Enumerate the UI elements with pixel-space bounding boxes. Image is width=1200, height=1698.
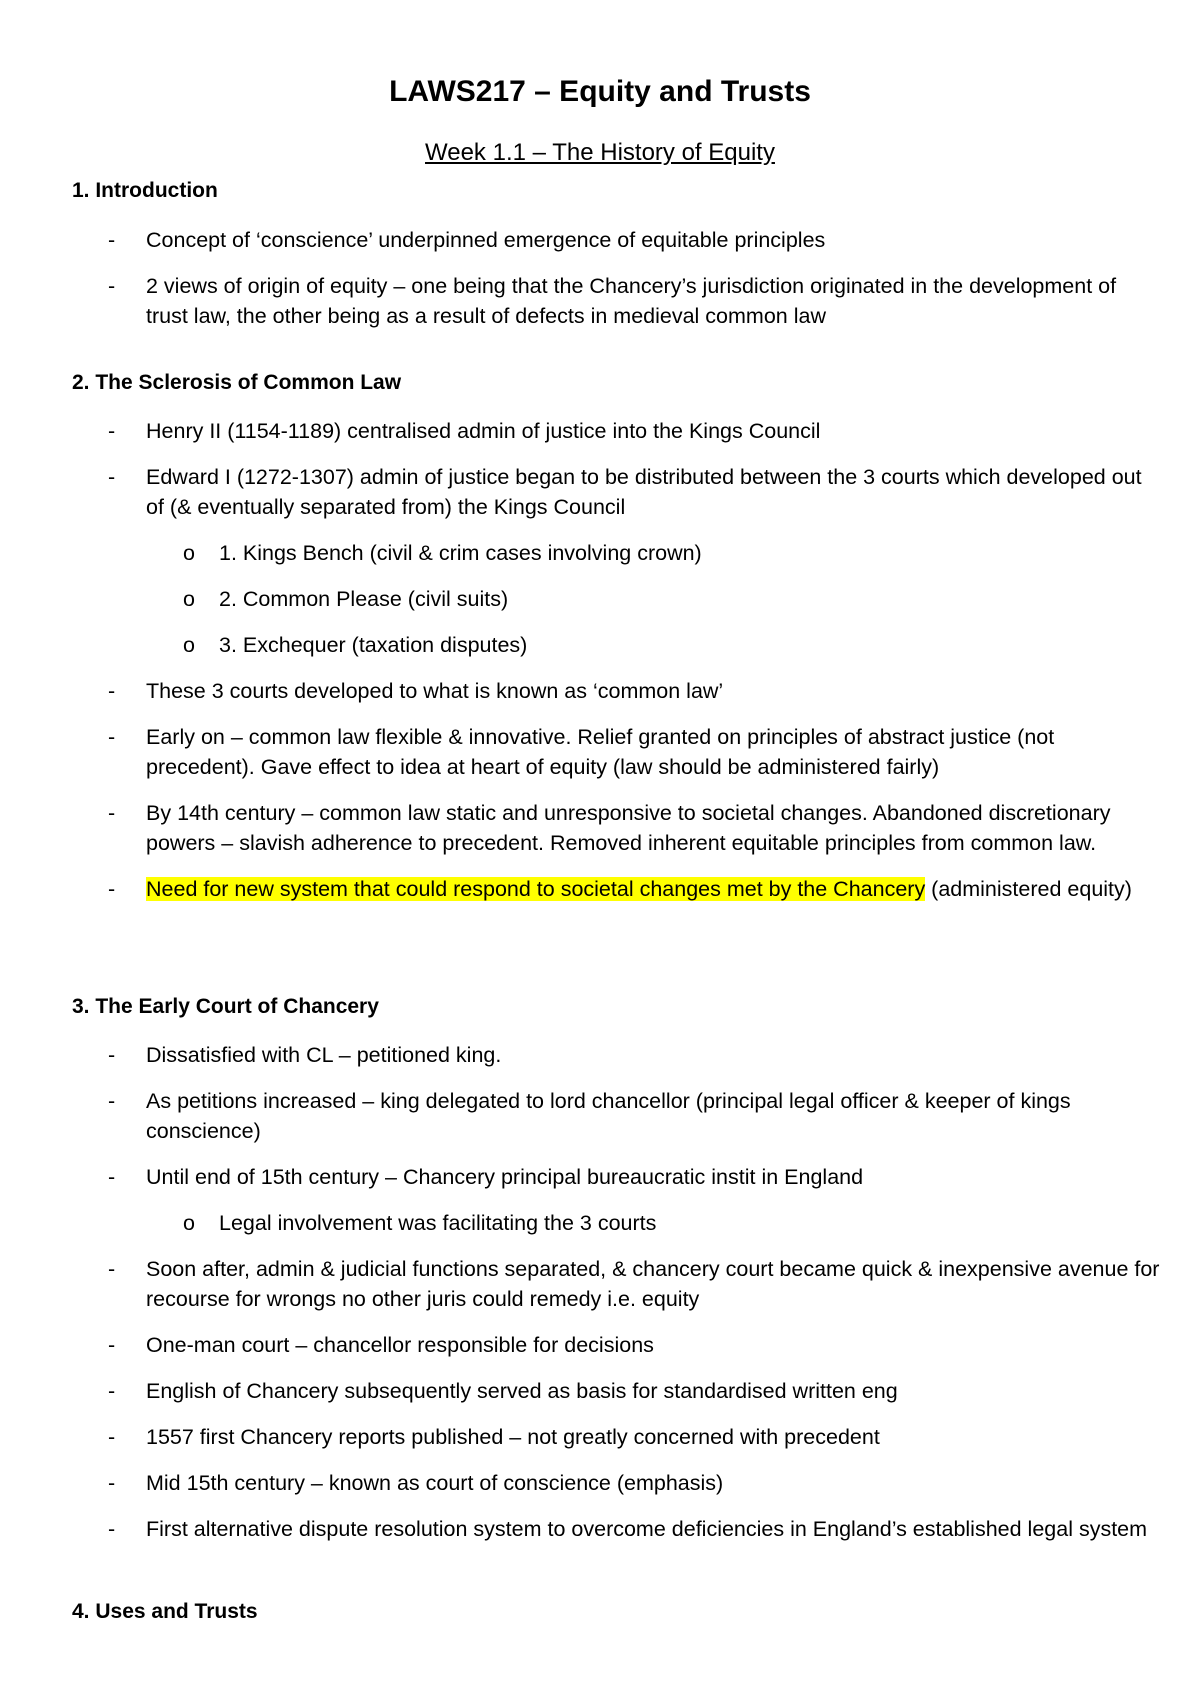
- section-heading-early-court: 3. The Early Court of Chancery: [72, 995, 379, 1018]
- circle-bullet: o: [183, 587, 195, 611]
- dash-bullet: -: [108, 228, 116, 252]
- list-item: - These 3 courts developed to what is known as ‘common law’: [0, 676, 1200, 706]
- dash-bullet: -: [108, 877, 116, 901]
- list-item: - First alternative dispute resolution system to overcome deficiencies in England’s established legal system: [0, 1514, 1200, 1544]
- dash-bullet: -: [108, 725, 116, 749]
- page-title: LAWS217 – Equity and Trusts: [389, 75, 811, 108]
- dash-bullet: -: [108, 419, 116, 443]
- dash-bullet: -: [108, 801, 116, 825]
- section-heading-introduction: 1. Introduction: [72, 179, 218, 202]
- dash-bullet: -: [108, 1517, 116, 1541]
- list-item: - Edward I (1272-1307) admin of justice began to be distributed between the 3 courts which developed out of (& eventually separated from) the Kings Council: [0, 462, 1200, 522]
- dash-bullet: -: [108, 1257, 116, 1281]
- dash-bullet: -: [108, 1333, 116, 1357]
- dash-bullet: -: [108, 1471, 116, 1495]
- list-item: - One-man court – chancellor responsible for decisions: [0, 1330, 1200, 1360]
- dash-bullet: -: [108, 1043, 116, 1067]
- circle-bullet: o: [183, 633, 195, 657]
- section-heading-sclerosis: 2. The Sclerosis of Common Law: [72, 371, 402, 394]
- list-item: - 2 views of origin of equity – one being that the Chancery’s jurisdiction originated in the development of trust law, the other being as a result of defects in medieval common law: [0, 271, 1200, 331]
- section-heading-uses-trusts: 4. Uses and Trusts: [72, 1600, 258, 1623]
- highlighted-text: Need for new system that could respond to societal changes met by the Chancery: [146, 877, 926, 901]
- sub-list-item: o 3. Exchequer (taxation disputes): [0, 630, 1200, 660]
- dash-bullet: -: [108, 274, 116, 298]
- dash-bullet: -: [108, 465, 116, 489]
- sub-list-item: o 1. Kings Bench (civil & crim cases involving crown): [0, 538, 1200, 568]
- sub-list-item: o Legal involvement was facilitating the 3 courts: [0, 1208, 1200, 1238]
- list-item: - Concept of ‘conscience’ underpinned emergence of equitable principles: [0, 225, 1200, 255]
- list-item: - Soon after, admin & judicial functions separated, & chancery court became quick & inexpensive avenue for recourse for wrongs no other juris could remedy i.e. equity: [0, 1254, 1200, 1314]
- dash-bullet: -: [108, 1379, 116, 1403]
- dash-bullet: -: [108, 1165, 116, 1189]
- list-item: - 1557 first Chancery reports published – not greatly concerned with precedent: [0, 1422, 1200, 1452]
- list-item: - Dissatisfied with CL – petitioned king.: [0, 1040, 1200, 1070]
- list-item: - As petitions increased – king delegated to lord chancellor (principal legal officer & keeper of kings conscience): [0, 1086, 1200, 1146]
- dash-bullet: -: [108, 1089, 116, 1113]
- list-item: - Until end of 15th century – Chancery principal bureaucratic instit in England: [0, 1162, 1200, 1192]
- bullet-list-early-court: [0, 1040, 1200, 1560]
- page-subtitle: Week 1.1 – The History of Equity: [425, 139, 775, 166]
- list-item: - Mid 15th century – known as court of conscience (emphasis): [0, 1468, 1200, 1498]
- list-item: - By 14th century – common law static and unresponsive to societal changes. Abandoned discretionary powers – slavish adherence to precedent. Removed inherent equitable principles from common law.: [0, 798, 1200, 858]
- list-item: - Henry II (1154-1189) centralised admin of justice into the Kings Council: [0, 416, 1200, 446]
- list-item-highlighted: - Need for new system that could respond to societal changes met by the Chancery (administered equity): [0, 874, 1200, 904]
- dash-bullet: -: [108, 1425, 116, 1449]
- bullet-list-introduction: [0, 225, 1200, 347]
- circle-bullet: o: [183, 541, 195, 565]
- circle-bullet: o: [183, 1211, 195, 1235]
- list-item: - Early on – common law flexible & innovative. Relief granted on principles of abstract justice (not precedent). Gave effect to idea at heart of equity (law should be administered fairly): [0, 722, 1200, 782]
- dash-bullet: -: [108, 679, 116, 703]
- bullet-list-sclerosis: [0, 416, 1200, 920]
- list-item: - English of Chancery subsequently served as basis for standardised written eng: [0, 1376, 1200, 1406]
- sub-list-item: o 2. Common Please (civil suits): [0, 584, 1200, 614]
